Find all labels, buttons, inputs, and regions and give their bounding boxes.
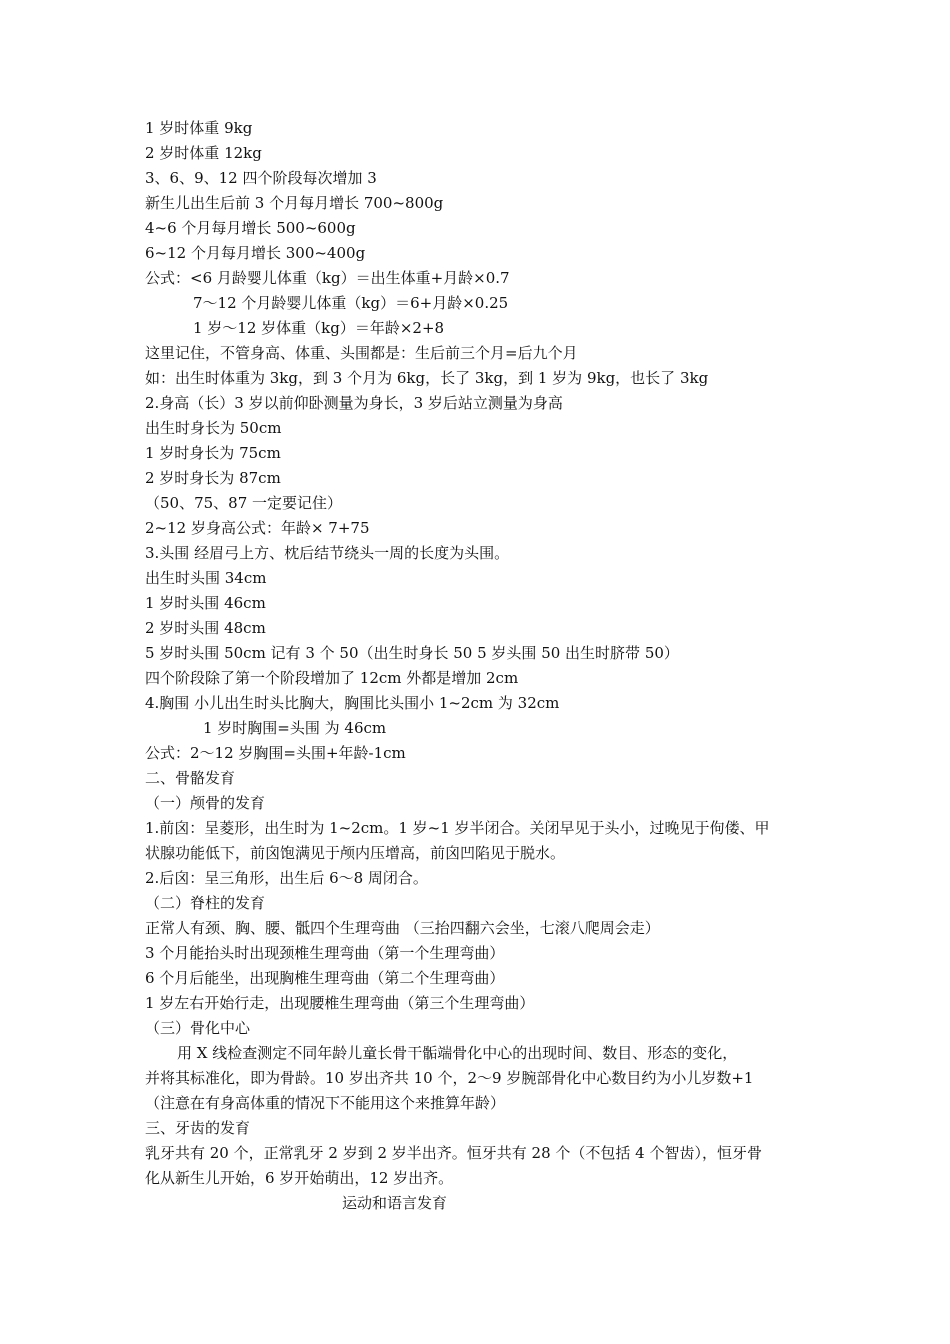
text-line: 1 岁～12 岁体重（kg）＝年龄×2+8 (193, 319, 445, 337)
text-line: （一）颅骨的发育 (145, 794, 266, 812)
text-line: 2.后囟：呈三角形，出生后 6～8 周闭合。 (145, 869, 428, 887)
text-line: 三、牙齿的发育 (145, 1119, 251, 1137)
text-line: （50、75、87 一定要记住） (145, 494, 343, 512)
text-line: 4~6 个月每月增长 500~600g (145, 219, 356, 237)
text-line: 2~12 岁身高公式：年龄× 7+75 (145, 519, 370, 537)
text-line: 公式：2～12 岁胸围=头围+年龄-1cm (145, 744, 406, 762)
section-heading: 运动和语言发育 (342, 1194, 448, 1212)
text-line: 1.前囟：呈菱形，出生时为 1~2cm。1 岁~1 岁半闭合。关闭早见于头小，过晚见于佝偻、甲 (145, 819, 770, 837)
text-line: 出生时身长为 50cm (145, 419, 282, 437)
text-line: 1 岁时胸围=头围 为 46cm (203, 719, 387, 737)
text-line: 2 岁时头围 48cm (145, 619, 266, 637)
text-line: （注意在有身高体重的情况下不能用这个来推算年龄） (145, 1094, 506, 1112)
text-line: 3、6、9、12 四个阶段每次增加 3 (145, 169, 377, 187)
text-line: 1 岁时头围 46cm (145, 594, 266, 612)
text-line: 3.头围 经眉弓上方、枕后结节绕头一周的长度为头围。 (145, 544, 510, 562)
text-line: 1 岁左右开始行走，出现腰椎生理弯曲（第三个生理弯曲） (145, 994, 535, 1012)
text-line: （二）脊柱的发育 (145, 894, 266, 912)
text-line: 1 岁时体重 9kg (145, 119, 253, 137)
text-line: 7～12 个月龄婴儿体重（kg）＝6+月龄×0.25 (193, 294, 509, 312)
text-line: 四个阶段除了第一个阶段增加了 12cm 外都是增加 2cm (145, 669, 519, 687)
text-line: 3 个月能抬头时出现颈椎生理弯曲（第一个生理弯曲） (145, 944, 505, 962)
text-line: 状腺功能低下，前囟饱满见于颅内压增高，前囟凹陷见于脱水。 (145, 844, 566, 862)
text-line: 用 X 线检查测定不同年龄儿童长骨干骺端骨化中心的出现时间、数目、形态的变化， (177, 1044, 738, 1062)
text-line: 2 岁时身长为 87cm (145, 469, 281, 487)
text-line: （三）骨化中心 (145, 1019, 251, 1037)
text-line: 公式：<6 月龄婴儿体重（kg）＝出生体重+月龄×0.7 (145, 269, 510, 287)
text-line: 化从新生儿开始，6 岁开始萌出，12 岁出齐。 (145, 1169, 454, 1187)
text-line: 如：出生时体重为 3kg，到 3 个月为 6kg，长了 3kg，到 1 岁为 9kg，也长了 3kg (145, 369, 709, 387)
text-line: 1 岁时身长为 75cm (145, 444, 281, 462)
text-line: 6 个月后能坐，出现胸椎生理弯曲（第二个生理弯曲） (145, 969, 505, 987)
text-line: 2.身高（长）3 岁以前仰卧测量为身长，3 岁后站立测量为身高 (145, 394, 563, 412)
text-line: 出生时头围 34cm (145, 569, 267, 587)
text-line: 并将其标准化，即为骨龄。10 岁出齐共 10 个，2～9 岁腕部骨化中心数目约为小儿岁数+1 (145, 1069, 754, 1087)
text-line: 这里记住，不管身高、体重、头围都是：生后前三个月=后九个月 (145, 344, 578, 362)
text-line: 5 岁时头围 50cm 记有 3 个 50（出生时身长 50 5 岁头围 50 出生时脐带 50） (145, 644, 679, 662)
text-line: 新生儿出生后前 3 个月每月增长 700~800g (145, 194, 444, 212)
text-line: 2 岁时体重 12kg (145, 144, 262, 162)
text-line: 乳牙共有 20 个，正常乳牙 2 岁到 2 岁半出齐。恒牙共有 28 个（不包括 4 个智齿），恒牙骨 (145, 1144, 762, 1162)
text-line: 二、骨骼发育 (145, 769, 236, 787)
text-line: 4.胸围 小儿出生时头比胸大，胸围比头围小 1~2cm 为 32cm (145, 694, 560, 712)
text-line: 6~12 个月每月增长 300~400g (145, 244, 366, 262)
text-line: 正常人有颈、胸、腰、骶四个生理弯曲 （三抬四翻六会坐，七滚八爬周会走） (145, 919, 660, 937)
